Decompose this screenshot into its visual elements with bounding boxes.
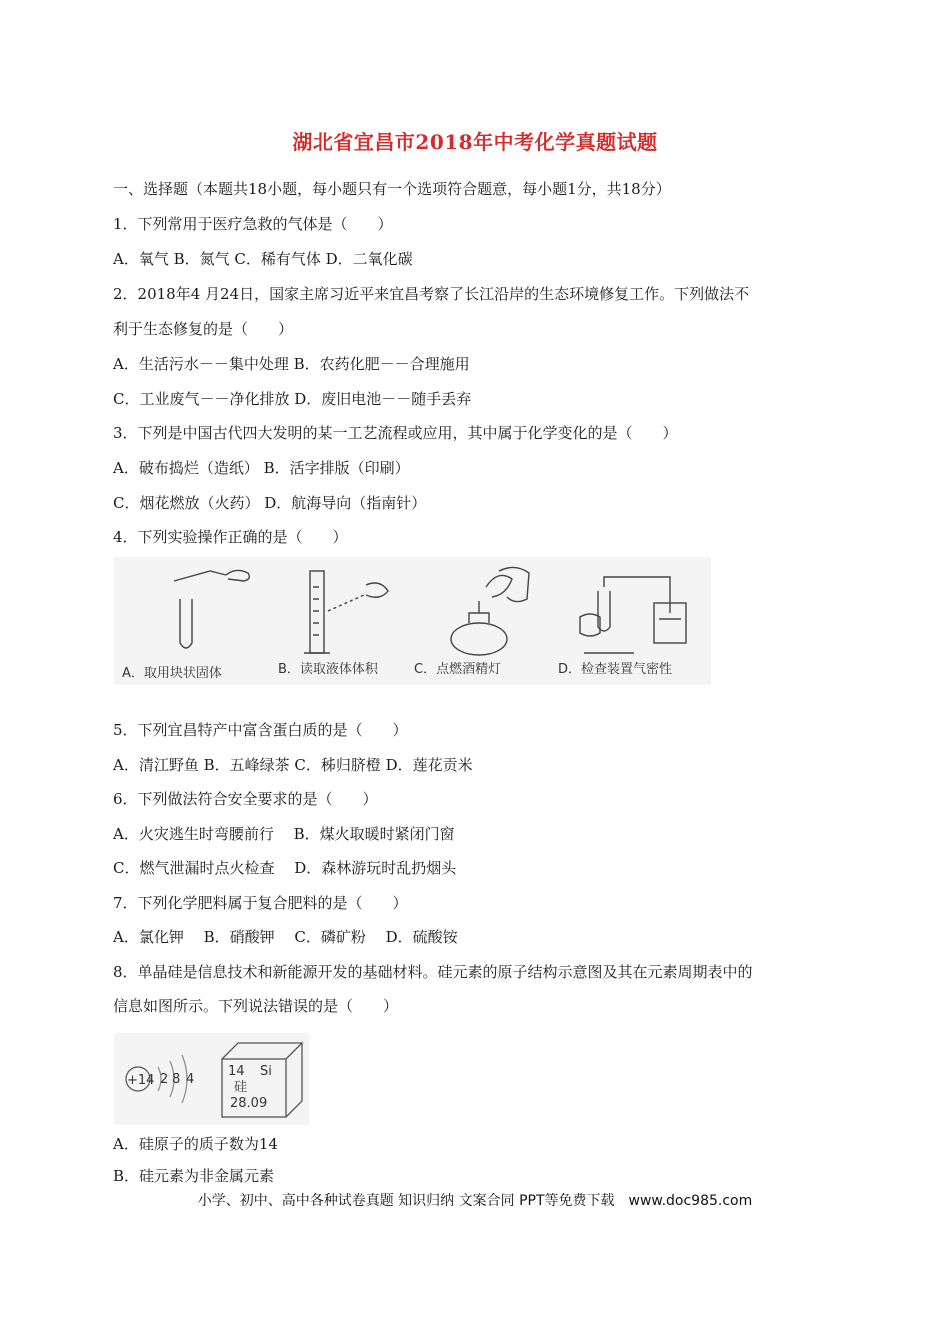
q6-options-line1: A．火灾逃生时弯腰前行 B．煤火取暖时紧闭门窗	[113, 825, 455, 843]
q6-options-line2: C．燃气泄漏时点火检查 D．森林游玩时乱扔烟头	[113, 859, 457, 877]
graduated-cylinder-icon	[310, 571, 324, 653]
q3-options-line1: A．破布捣烂（造纸） B．活字排版（印刷）	[113, 459, 410, 477]
q3-options-line2: C．烟花燃放（火药） D．航海导向（指南针）	[113, 494, 427, 512]
shell-2-label: 8	[172, 1072, 181, 1087]
q8-stem-line1: 8．单晶硅是信息技术和新能源开发的基础材料。硅元素的原子结构示意图及其在元素周期表中的	[113, 963, 753, 981]
nucleus-label: +14	[127, 1073, 155, 1088]
q2-options-line2: C．工业废气－－净化排放 D．废旧电池－－随手丢弃	[113, 390, 472, 408]
q8-figure	[114, 1033, 309, 1125]
q2-options-line1: A．生活污水－－集中处理 B．农药化肥－－合理施用	[113, 355, 470, 373]
q4-stem: 4．下列实验操作正确的是（ ）	[113, 528, 348, 546]
footer-text: 小学、初中、高中各种试卷真题 知识归纳 文案合同 PPT等免费下载 www.doc985.com	[197, 1193, 753, 1209]
eye-icon	[366, 583, 388, 597]
q2-stem-line2: 利于生态修复的是（ ）	[113, 320, 294, 338]
q5-options: A．清江野鱼 B．五峰绿茶 C．秭归脐橙 D．莲花贡米	[113, 756, 473, 774]
hand-icon	[226, 570, 249, 581]
q6-stem: 6．下列做法符合安全要求的是（ ）	[113, 790, 378, 808]
element-symbol: Si	[260, 1064, 272, 1079]
q4-label-a: A．取用块状固体	[122, 666, 222, 681]
atomic-mass: 28.09	[230, 1096, 268, 1111]
test-tube-icon	[180, 599, 192, 648]
q4-label-c: C．点燃酒精灯	[414, 662, 502, 677]
tongs-icon	[174, 571, 226, 581]
q8-stem-line2: 信息如图所示。下列说法错误的是（ ）	[113, 997, 399, 1015]
q8-option-b: B．硅元素为非金属元素	[113, 1167, 275, 1185]
q5-stem: 5．下列宜昌特产中富含蛋白质的是（ ）	[113, 721, 408, 739]
section-heading: 一、选择题（本题共18小题，每小题只有一个选项符合题意，每小题1分，共18分）	[113, 180, 671, 198]
q4-figure	[114, 557, 711, 685]
q1-options: A．氧气 B．氮气 C．稀有气体 D．二氧化碳	[113, 250, 413, 268]
hand-2-icon	[580, 614, 600, 636]
q4-figure-drawing	[114, 557, 711, 685]
q7-stem: 7．下列化学肥料属于复合肥料的是（ ）	[113, 894, 408, 912]
q7-options: A．氯化钾 B．硝酸钾 C．磷矿粉 D．硫酸铵	[113, 928, 458, 946]
q2-stem-line1: 2．2018年4 月24日，国家主席习近平来宜昌考察了长江沿岸的生态环境修复工作。下列做法不	[113, 285, 750, 303]
alcohol-lamp-icon	[451, 623, 507, 655]
shell-1-label: 2	[160, 1072, 169, 1087]
q8-option-a: A．硅原子的质子数为14	[113, 1135, 278, 1153]
q4-label-d: D．检查装置气密性	[558, 662, 673, 677]
atomic-number: 14	[228, 1064, 245, 1079]
q3-stem: 3．下列是中国古代四大发明的某一工艺流程或应用，其中属于化学变化的是（ ）	[113, 424, 678, 442]
q1-stem: 1．下列常用于医疗急救的气体是（ ）	[113, 215, 393, 233]
page-title: 湖北省宜昌市2018年中考化学真题试题	[292, 130, 658, 154]
q4-label-b: B．读取液体体积	[278, 662, 378, 677]
q8-figure-drawing	[114, 1033, 309, 1125]
lamp-2-icon	[486, 575, 512, 597]
shell-3-label: 4	[186, 1072, 195, 1087]
element-name: 硅	[234, 1080, 248, 1095]
